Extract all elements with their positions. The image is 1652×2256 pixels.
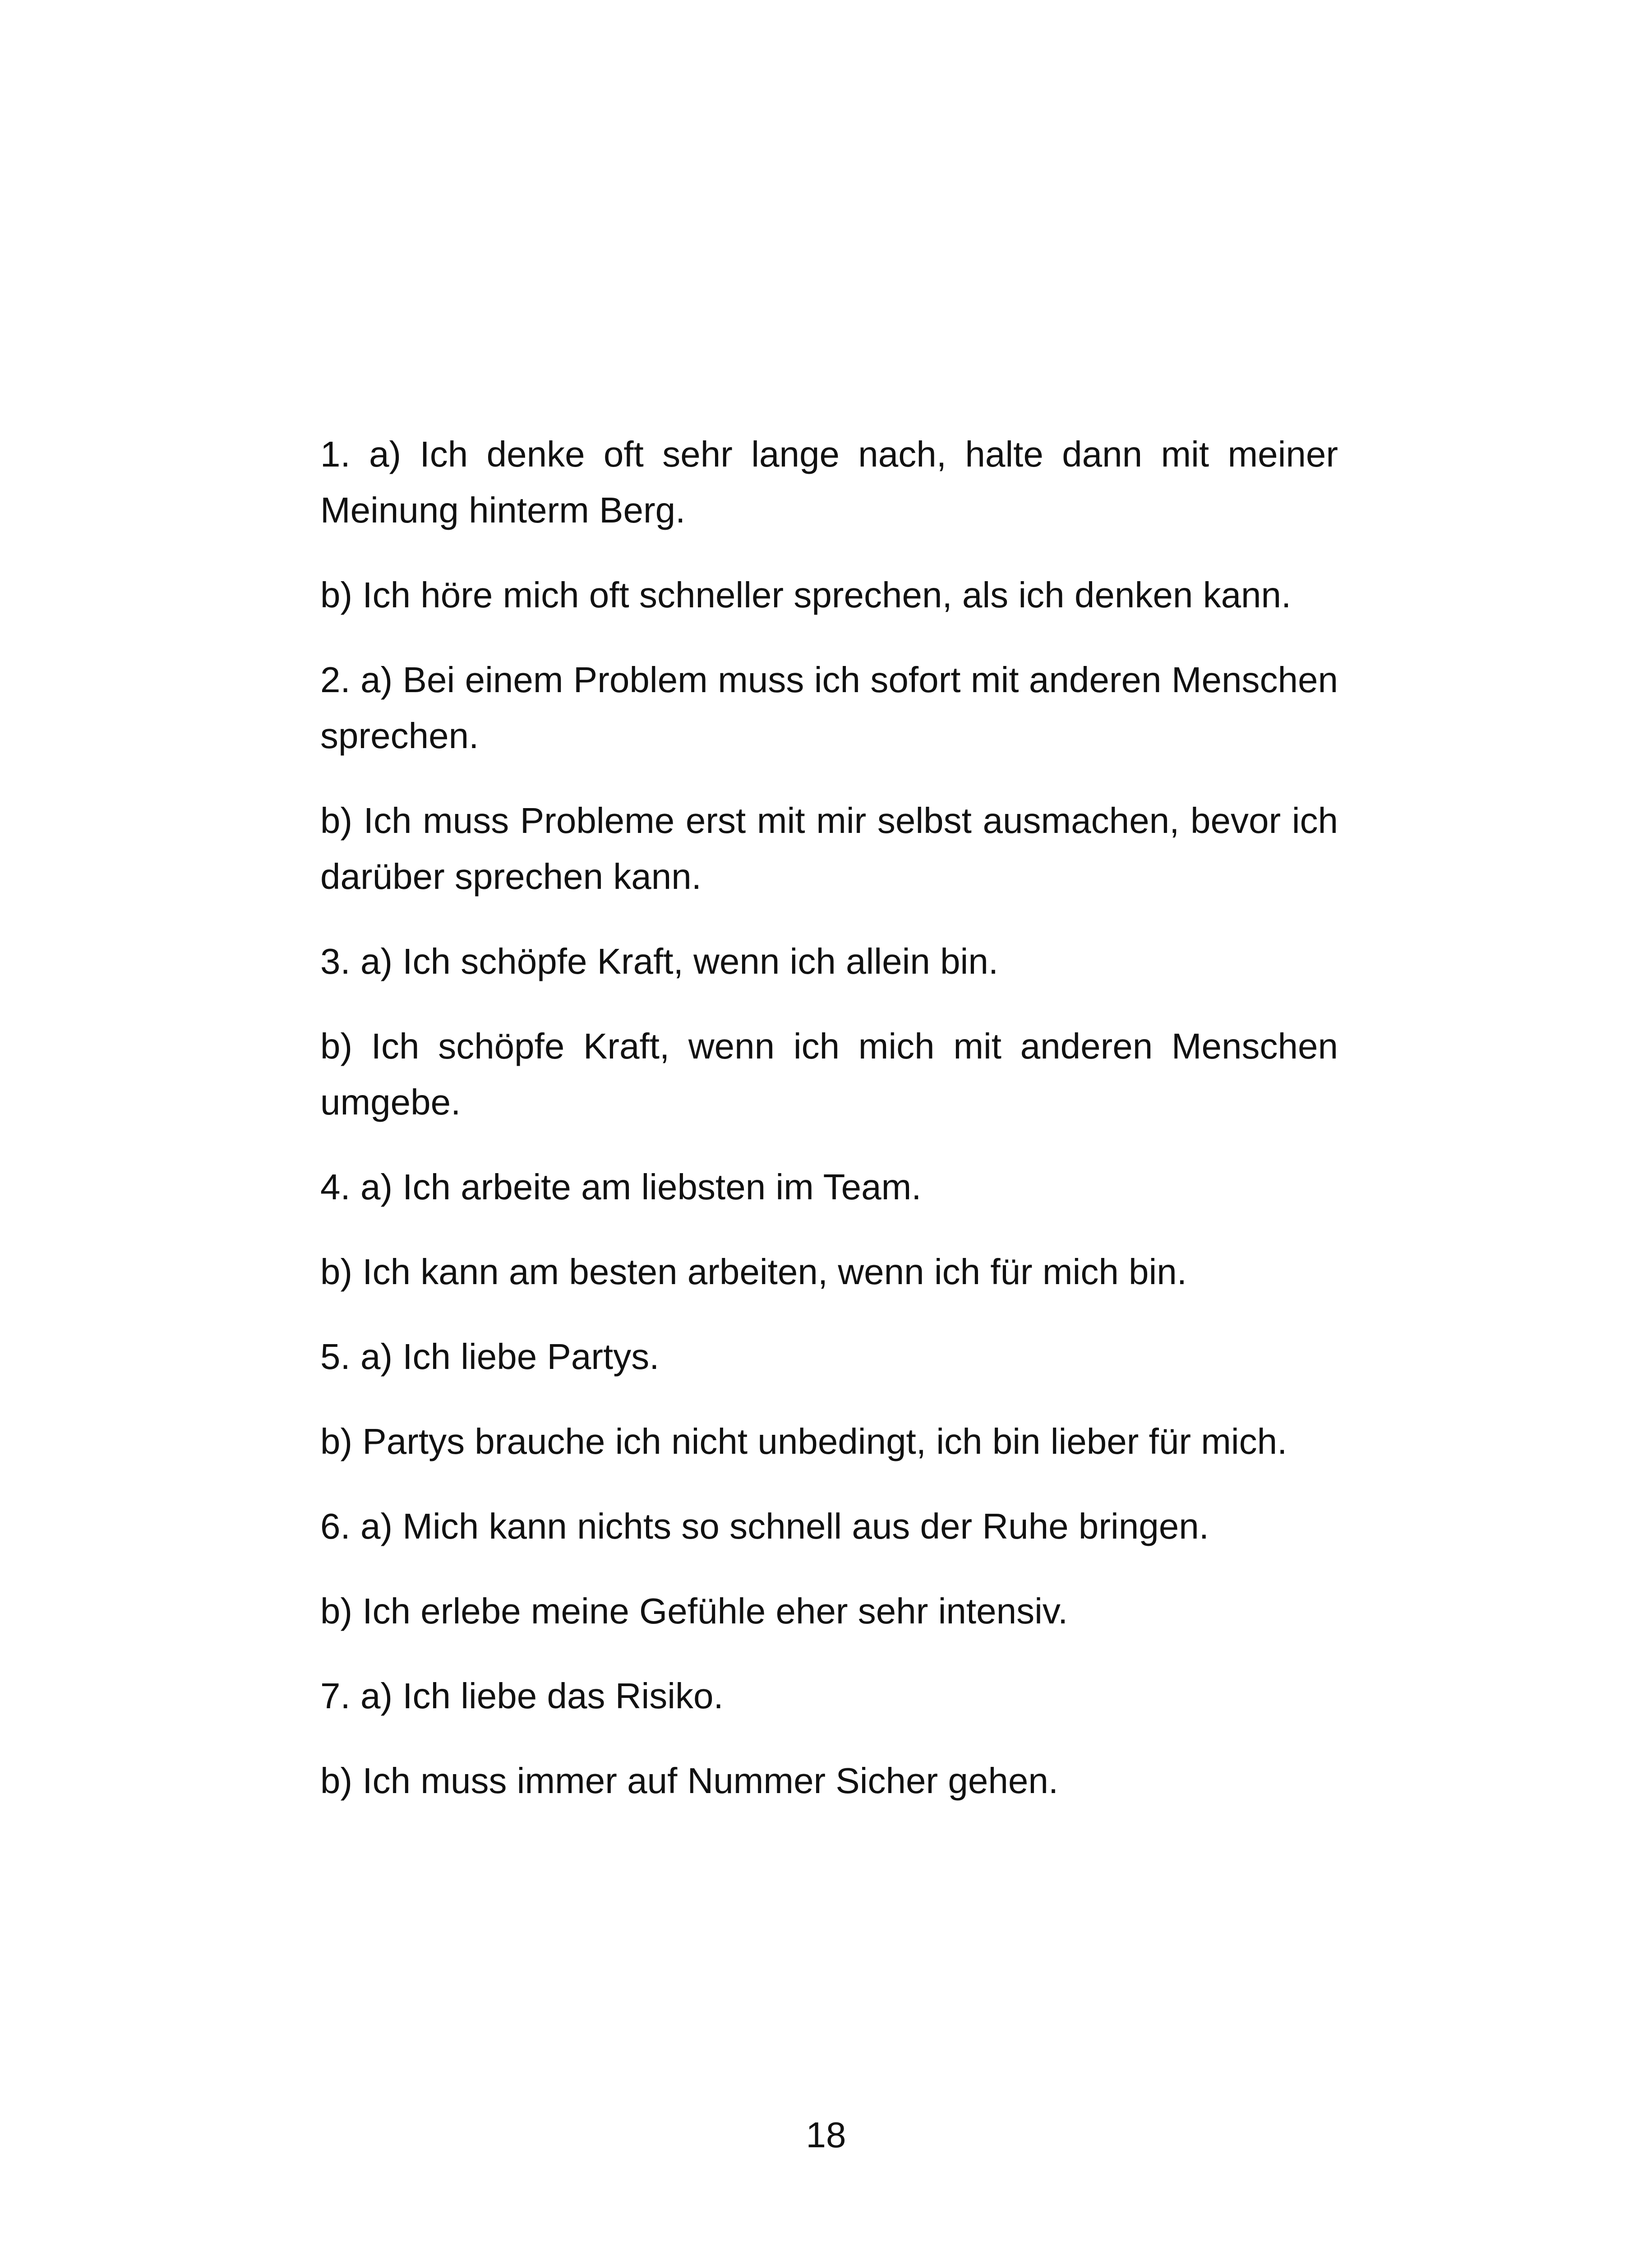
paragraph-7a: 7. a) Ich liebe das Risiko.: [320, 1676, 724, 1716]
page-number: 18: [806, 2115, 846, 2155]
paragraph-3a: 3. a) Ich schöpfe Kraft, wenn ich allein bin.: [320, 941, 999, 981]
paragraph-2a: 2. a) Bei einem Problem muss ich sofort mit anderen Menschen sprechen.: [320, 660, 1338, 756]
paragraph-6a: 6. a) Mich kann nichts so schnell aus der Ruhe bringen.: [320, 1506, 1209, 1546]
paragraph-3b: b) Ich schöpfe Kraft, wenn ich mich mit anderen Menschen umgebe.: [320, 1026, 1338, 1122]
paragraph-4b: b) Ich kann am besten arbeiten, wenn ich für mich bin.: [320, 1252, 1187, 1292]
document-body: [320, 426, 1338, 1838]
paragraph-5a: 5. a) Ich liebe Partys.: [320, 1336, 660, 1377]
paragraph-5b: b) Partys brauche ich nicht unbedingt, ich bin lieber für mich.: [320, 1421, 1287, 1461]
paragraph-1b: b) Ich höre mich oft schneller sprechen, als ich denken kann.: [320, 575, 1292, 615]
paragraph-2b: b) Ich muss Probleme erst mit mir selbst ausmachen, bevor ich darüber sprechen kann.: [320, 800, 1338, 897]
paragraph-6b: b) Ich erlebe meine Gefühle eher sehr intensiv.: [320, 1591, 1068, 1631]
paragraph-1a: 1. a) Ich denke oft sehr lange nach, halte dann mit meiner Meinung hinterm Berg.: [320, 434, 1338, 530]
paragraph-4a: 4. a) Ich arbeite am liebsten im Team.: [320, 1167, 922, 1207]
paragraph-7b: b) Ich muss immer auf Nummer Sicher gehen.: [320, 1761, 1059, 1801]
